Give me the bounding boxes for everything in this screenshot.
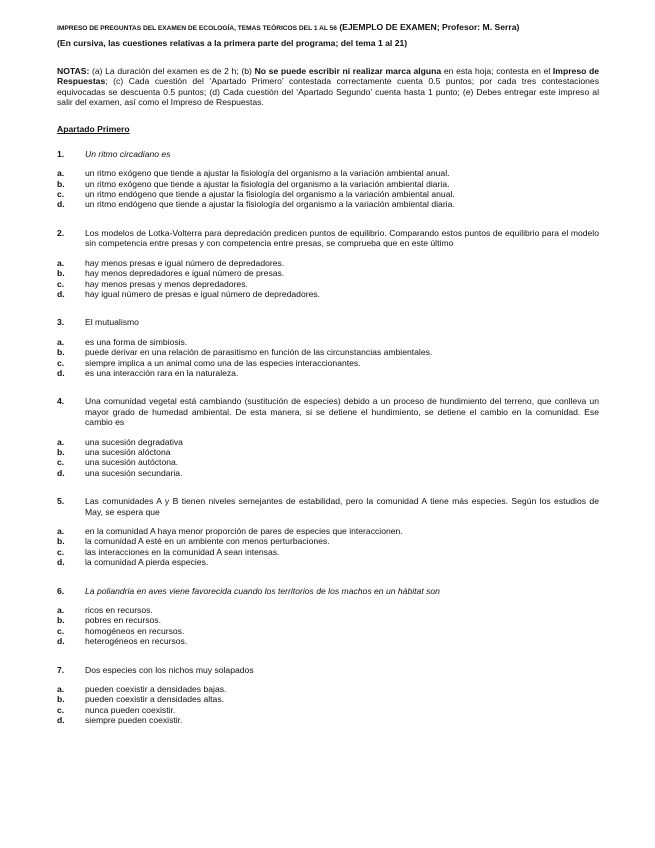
option-letter: b.: [57, 446, 65, 457]
option: [57, 268, 599, 278]
title-smallcaps: IMPRESO DE PREGUNTAS DEL EXAMEN DE ECOLOGÍA, TEMAS TEÓRICOS DEL 1 AL 56: [57, 25, 337, 32]
option-text: pueden coexistir a densidades altas.: [85, 694, 225, 705]
option-letter: a.: [57, 684, 65, 695]
notes-impreso: Impreso de Respuestas: [57, 65, 600, 87]
notes-paragraph: [57, 66, 599, 108]
option: [57, 457, 599, 467]
option-letter: b.: [57, 347, 65, 358]
option-letter: d.: [57, 199, 65, 210]
option-letter: c.: [57, 278, 65, 289]
option-text: la comunidad A esté en un ambiente con menos perturbaciones.: [85, 536, 330, 547]
question-stem: La poliandria en aves viene favorecida cuando los territorios de los machos en un hábitat son: [85, 585, 440, 596]
option-letter: a.: [57, 605, 65, 616]
option: [57, 536, 599, 546]
option-list: [57, 337, 599, 379]
question-stem: Las comunidades A y B tienen niveles semejantes de estabilidad, pero la comunidad A tiene más especies. Según los estudios de May, se espera que: [85, 496, 599, 517]
option-text: hay menos depredadores e igual número de presas.: [85, 268, 285, 279]
question-block: [57, 317, 599, 378]
question-number: 5.: [57, 496, 65, 507]
option-text: pobres en recursos.: [85, 615, 161, 626]
option-text: puede derivar en una relación de parasitismo en función de las circunstancias ambientales.: [85, 347, 433, 358]
question-block: [57, 149, 599, 210]
option-letter: d.: [57, 636, 65, 647]
option: [57, 615, 599, 625]
option-text: una sucesión alóctona: [85, 446, 171, 457]
option: [57, 705, 599, 715]
question: [57, 586, 599, 596]
option-text: nunca pueden coexistir.: [85, 704, 176, 715]
option-text: pueden coexistir a densidades bajas.: [85, 684, 227, 695]
option-letter: c.: [57, 625, 65, 636]
exam-subtitle: (En cursiva, las cuestiones relativas a la primera parte del programa; del tema 1 al 21): [57, 38, 408, 49]
option-letter: c.: [57, 704, 65, 715]
option-text: un ritmo exógeno que tiende a ajustar la fisiología del organismo a la variación ambiental anual.: [85, 168, 450, 179]
option: [57, 715, 599, 725]
option: [57, 289, 599, 299]
option: [57, 694, 599, 704]
question: [57, 149, 599, 159]
exam-page: [57, 22, 599, 726]
question-stem: Una comunidad vegetal está cambiando (sustitución de especies) debido a un proceso de hundimiento del terreno, que conlleva un mayor grado de humedad ambiental. De esta manera, si se detiene el hundimiento, se detiene el cambio en la comunidad. Ese cambio es: [85, 396, 599, 428]
question-block: [57, 228, 599, 299]
question-block: [57, 586, 599, 647]
option: [57, 447, 599, 457]
option-list: [57, 258, 599, 300]
option-letter: b.: [57, 178, 65, 189]
option-letter: c.: [57, 357, 65, 368]
option-letter: b.: [57, 694, 65, 705]
option-list: [57, 684, 599, 726]
question-number: 1.: [57, 148, 65, 159]
option: [57, 258, 599, 268]
option-text: la comunidad A pierda especies.: [85, 557, 209, 568]
question: [57, 317, 599, 327]
option-text: ricos en recursos.: [85, 605, 153, 616]
option-text: es una interacción rara en la naturaleza.: [85, 367, 239, 378]
option-letter: c.: [57, 546, 65, 557]
option-letter: d.: [57, 288, 65, 299]
notes-a: (a) La duración del examen es de 2 h; (b): [91, 65, 252, 76]
option: [57, 557, 599, 567]
option-letter: d.: [57, 557, 65, 568]
option-list: [57, 437, 599, 479]
option-text: una sucesión autóctona.: [85, 457, 179, 468]
option-text: en la comunidad A haya menor proporción de pares de especies que interaccionen.: [85, 526, 403, 536]
title-tail: (EJEMPLO DE EXAMEN; Profesor: M. Serra): [339, 22, 520, 32]
notes-b-bold: No se puede escribir ni realizar marca alguna: [254, 65, 442, 76]
option-text: siempre pueden coexistir.: [85, 715, 183, 726]
option-text: una sucesión secundaria.: [85, 467, 183, 478]
question: [57, 496, 599, 517]
option-text: hay menos presas y menos depredadores.: [85, 278, 248, 289]
option-list: [57, 168, 599, 210]
option-text: un ritmo endógeno que tiende a ajustar la fisiología del organismo a la variación ambiental anual.: [85, 189, 455, 200]
option: [57, 189, 599, 199]
question: [57, 396, 599, 427]
question-stem: Dos especies con los nichos muy solapados: [85, 664, 254, 675]
section-title: Apartado Primero: [57, 124, 130, 135]
option-list: [57, 605, 599, 647]
question-number: 6.: [57, 585, 65, 596]
option-letter: d.: [57, 467, 65, 478]
option-list: [57, 526, 599, 568]
option-text: homogéneos en recursos.: [85, 625, 185, 636]
option-letter: c.: [57, 189, 65, 200]
option: [57, 468, 599, 478]
option-letter: a.: [57, 257, 65, 268]
option: [57, 347, 599, 357]
option-letter: c.: [57, 457, 65, 468]
question-stem: Los modelos de Lotka-Volterra para depredación predicen puntos de equilibrio. Comparando estos puntos de equilibrio para el modelo sin competencia entre presas y con competencia entre presas, se comprueba que en este último: [85, 227, 599, 249]
option-letter: d.: [57, 367, 65, 378]
option: [57, 358, 599, 368]
option: [57, 547, 599, 557]
exam-title: [57, 22, 599, 34]
option: [57, 684, 599, 694]
option-text: un ritmo exógeno que tiende a ajustar la fisiología del organismo a la variación ambiental diaria.: [85, 178, 450, 189]
option: [57, 337, 599, 347]
option-letter: a.: [57, 436, 65, 447]
option: [57, 526, 599, 536]
question-block: [57, 496, 599, 567]
option-letter: b.: [57, 268, 65, 279]
option: [57, 605, 599, 615]
option-letter: b.: [57, 615, 65, 626]
question-number: 4.: [57, 396, 65, 407]
option: [57, 368, 599, 378]
option-text: siempre implica a un animal como una de las especies interaccionantes.: [85, 357, 361, 368]
question-stem: El mutualismo: [85, 317, 139, 328]
question-block: [57, 396, 599, 478]
option: [57, 626, 599, 636]
option-text: un ritmo endógeno que tiende a ajustar la fisiología del organismo a la variación ambiental diaria.: [85, 199, 455, 210]
question-number: 3.: [57, 317, 65, 328]
question-stem: Un ritmo circadiano es: [85, 148, 171, 159]
option-letter: b.: [57, 536, 65, 547]
option: [57, 437, 599, 447]
question-number: 2.: [57, 227, 65, 238]
question-block: [57, 665, 599, 726]
option-letter: a.: [57, 526, 65, 536]
option: [57, 199, 599, 209]
option: [57, 179, 599, 189]
notes-c: ; (c) Cada cuestión del ‘Apartado Primero’ contestada correctamente cuenta 0.5 puntos; por cada tres contestaciones equivocadas se descuenta 0.5 puntos; (d) Cada cuestión del ‘Apartado Segundo’ cuenta hasta 1 punto; (e) Debes entregar este impreso al salir del examen, así como el Impreso de Respuestas.: [57, 76, 599, 108]
option-letter: d.: [57, 715, 65, 726]
option: [57, 279, 599, 289]
question: [57, 228, 599, 249]
option-text: es una forma de simbiosis.: [85, 336, 188, 347]
option-text: hay igual número de presas e igual número de depredadores.: [85, 288, 321, 299]
option-text: una sucesión degradativa: [85, 436, 183, 447]
option-text: heterogéneos en recursos.: [85, 636, 188, 647]
notes-label: NOTAS:: [57, 65, 90, 76]
question-number: 7.: [57, 664, 65, 675]
option: [57, 168, 599, 178]
option: [57, 636, 599, 646]
option-text: las interacciones en la comunidad A sean intensas.: [85, 546, 280, 557]
question: [57, 665, 599, 675]
option-text: hay menos presas e igual número de depredadores.: [85, 257, 285, 268]
option-letter: a.: [57, 168, 65, 179]
notes-b-tail: en esta hoja; contesta en el: [443, 65, 551, 76]
option-letter: a.: [57, 336, 65, 347]
